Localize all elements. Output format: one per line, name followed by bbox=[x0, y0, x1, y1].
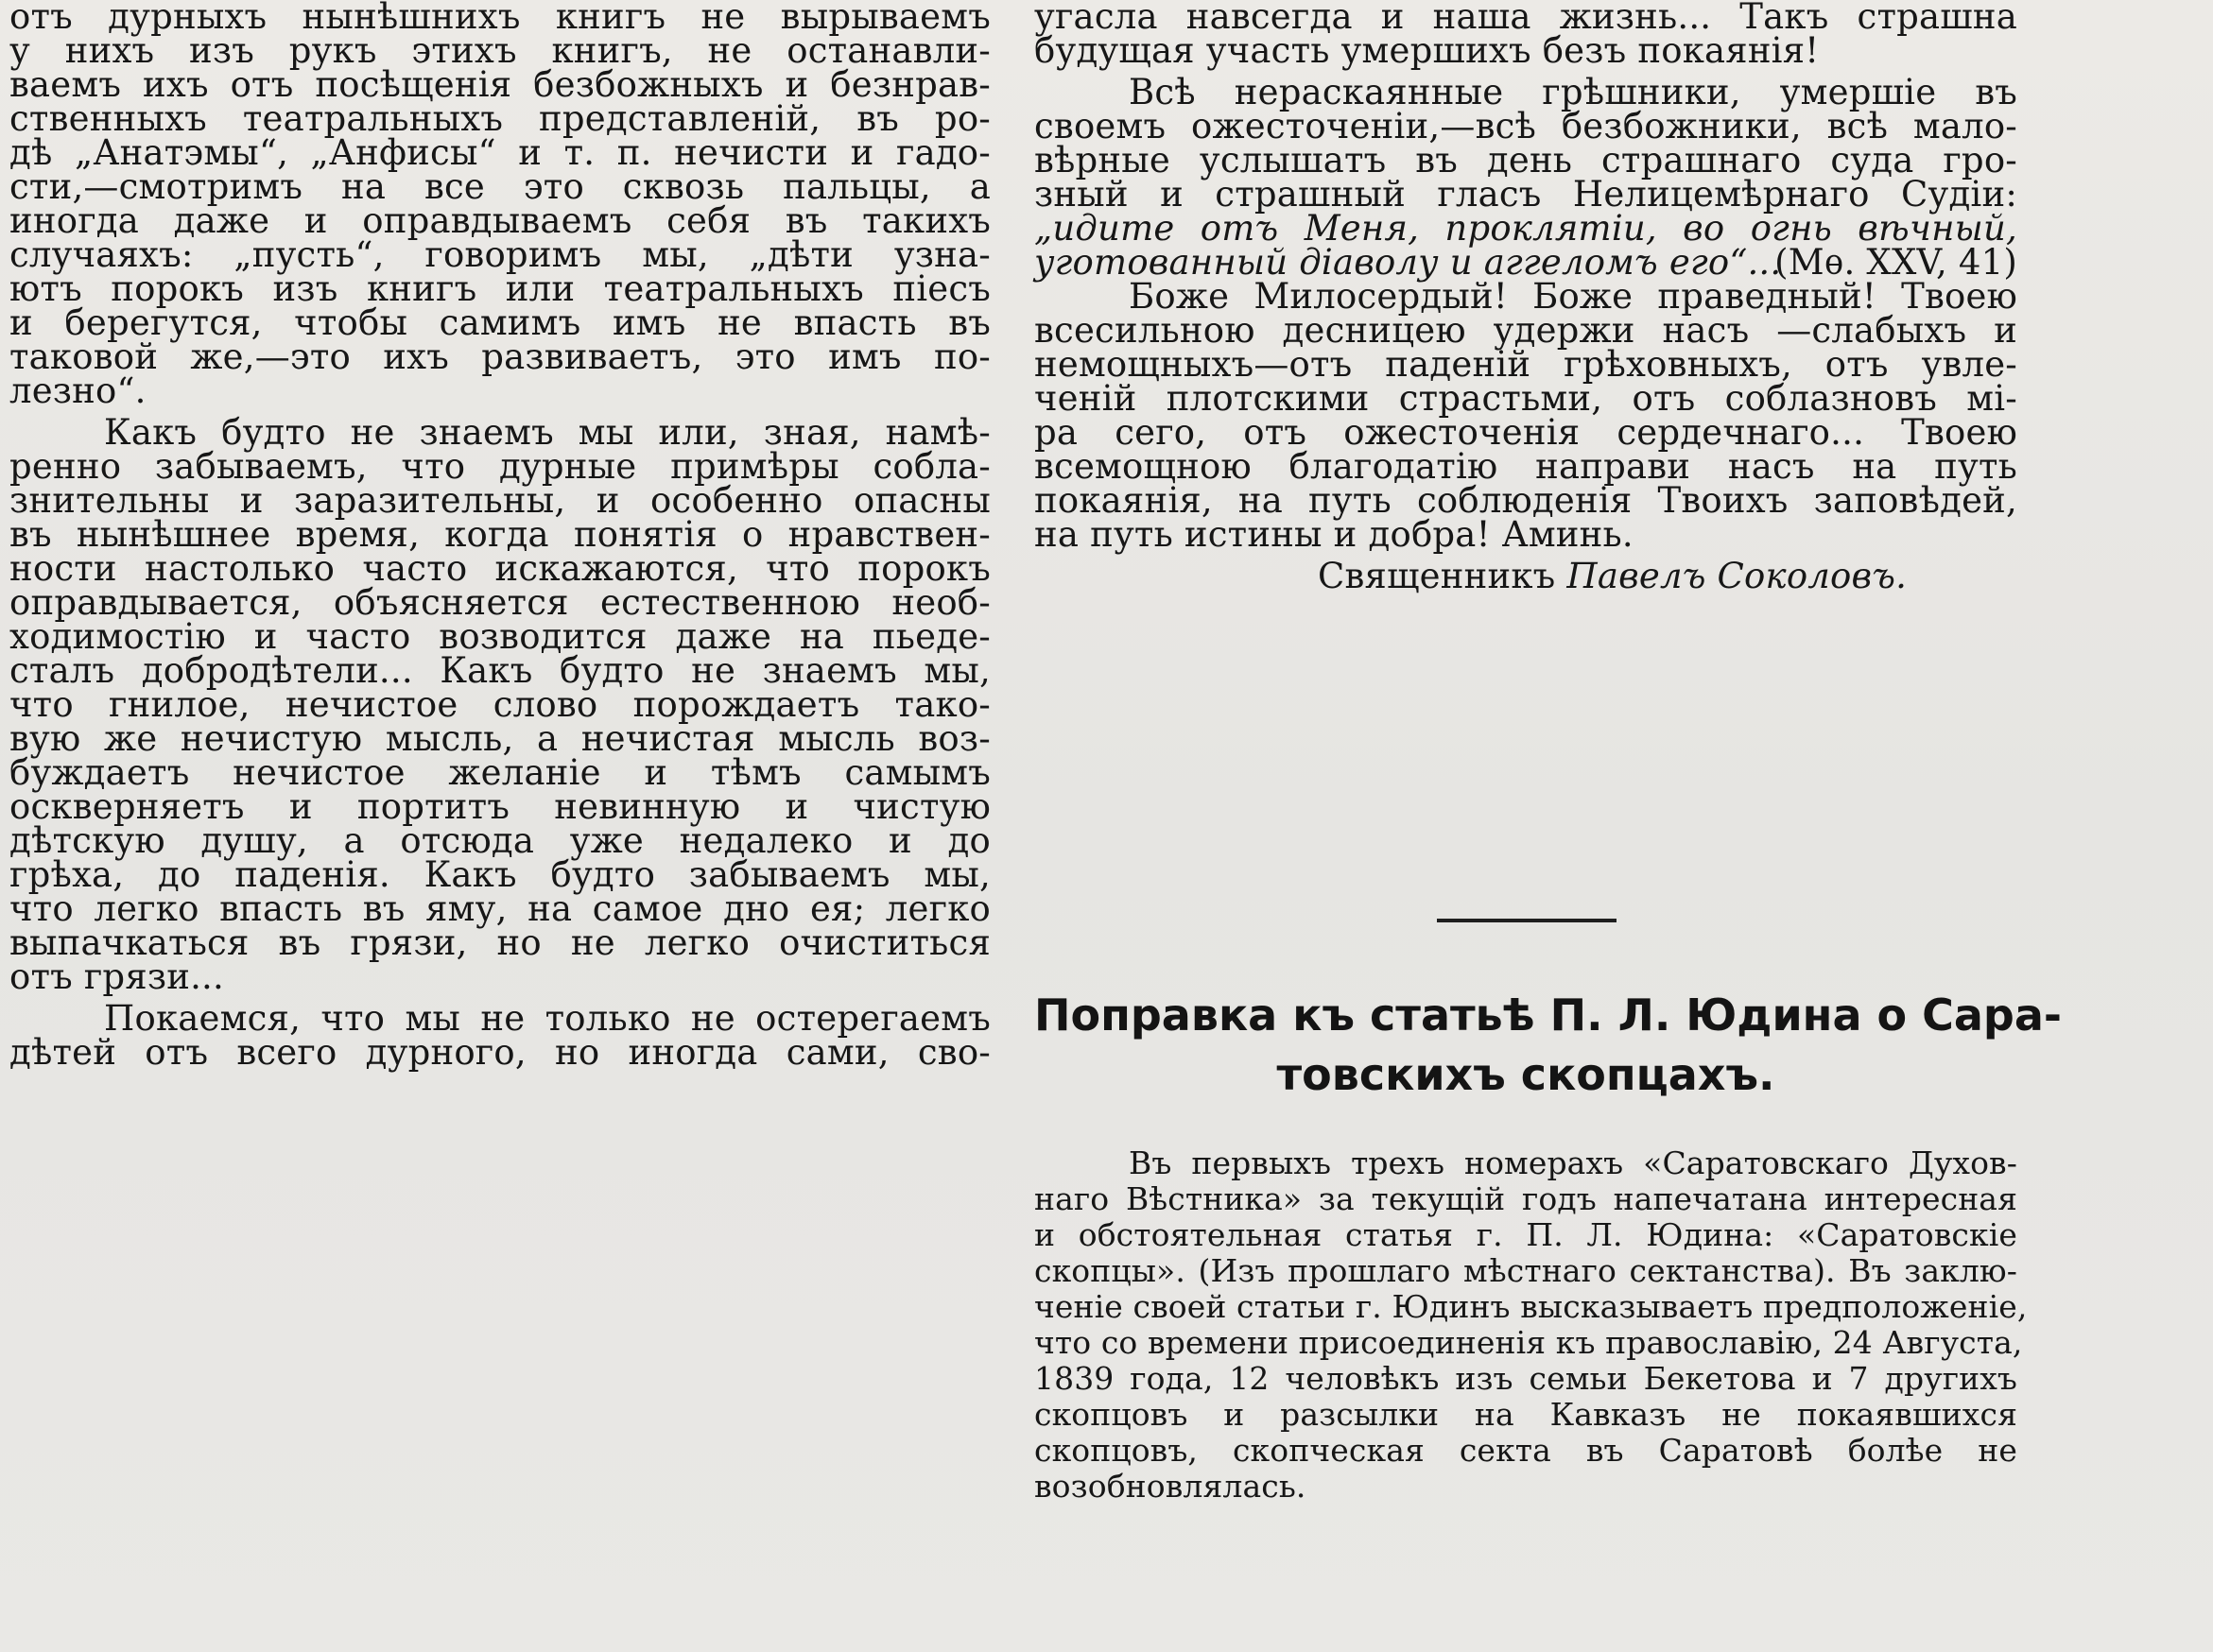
text-line: дѣ „Анатэмы“, „Анфисы“ и т. п. нечисти и гадо- bbox=[9, 132, 991, 173]
text-line: скопцовъ и разсылки на Кавказъ не покаявшихся bbox=[1034, 1396, 2017, 1433]
text-line: и берегутся, чтобы самимъ имъ не впасть въ bbox=[9, 302, 991, 343]
text-line: случаяхъ: „пусть“, говоримъ мы, „дѣти узна- bbox=[9, 234, 991, 275]
paragraph-first-line: Всѣ нераскаянные грѣшники, умершіе въ bbox=[1129, 72, 2017, 112]
text-line: у нихъ изъ рукъ этихъ книгъ, не останавли- bbox=[9, 30, 991, 71]
text-line: ченій плотскими страстьми, отъ соблазновъ мі- bbox=[1034, 378, 2017, 419]
text-line: грѣха, до паденія. Какъ будто забываемъ мы, bbox=[9, 854, 991, 895]
scripture-reference: (Мѳ. XXV, 41) bbox=[1774, 242, 2017, 283]
text-line: лезно“. bbox=[9, 370, 147, 411]
paragraph-first-line: Боже Милосердый! Боже праведный! Твоею bbox=[1129, 276, 2017, 317]
text-line: вѣрные услышатъ въ день страшнаго суда гро- bbox=[1034, 140, 2017, 181]
text-line: таковой же,—это ихъ развиваетъ, это имъ по- bbox=[9, 336, 991, 377]
text-line: буждаетъ нечистое желаніе и тѣмъ самымъ bbox=[9, 752, 991, 793]
text-line: сталъ добродѣтели... Какъ будто не знаемъ мы, bbox=[9, 650, 991, 691]
text-line: сти,—смотримъ на все это сквозь пальцы, а bbox=[9, 166, 991, 207]
text-line: немощныхъ—отъ паденій грѣховныхъ, отъ увле- bbox=[1034, 344, 2017, 385]
paragraph-first-line: Въ первыхъ трехъ номерахъ «Саратовскаго Духов- bbox=[1129, 1144, 2017, 1181]
paragraph-first-line: Покаемся, что мы не только не остерегаемъ bbox=[104, 998, 991, 1039]
text-line: что легко впасть въ яму, на самое дно ея; легко bbox=[9, 888, 991, 929]
text-line: что со времени присоединенія къ православію, 24 Августа, bbox=[1034, 1324, 2023, 1361]
article-heading-line-2: товскихъ скопцахъ. bbox=[1276, 1049, 1775, 1100]
text-line: наго Вѣстника» за текущій годъ напечатана интересная bbox=[1034, 1180, 2017, 1217]
text-line: знительны и заразительны, и особенно опасны bbox=[9, 480, 991, 521]
text-line: въ нынѣшнее время, когда понятія о нравствен- bbox=[9, 514, 991, 555]
text-line: на путь истины и добра! Аминь. bbox=[1034, 514, 1634, 555]
text-line: возобновлялась. bbox=[1034, 1468, 1306, 1505]
text-line: дѣтскую душу, а отсюда уже недалеко и до bbox=[9, 820, 991, 861]
text-line: всесильною десницею удержи насъ —слабыхъ и bbox=[1034, 310, 2017, 351]
signature-name: Павелъ Соколовъ. bbox=[1566, 556, 1908, 596]
text-line: дѣтей отъ всего дурного, но иногда сами, сво- bbox=[9, 1032, 991, 1073]
text-line: ственныхъ театральныхъ представленій, въ ро- bbox=[9, 98, 991, 139]
section-divider bbox=[1437, 919, 1617, 922]
text-line: ваемъ ихъ отъ посѣщенія безбожныхъ и безнрав- bbox=[9, 64, 991, 105]
signature bbox=[1318, 552, 1907, 601]
text-line: вую же нечистую мысль, а нечистая мысль воз- bbox=[9, 718, 991, 759]
text-line: угасла навсегда и наша жизнь... Такъ страшна bbox=[1034, 0, 2017, 37]
text-line: ходимостію и часто возводится даже на пьеде- bbox=[9, 616, 991, 657]
text-line: выпачкаться въ грязи, но не легко очиститься bbox=[9, 922, 991, 963]
text-line: 1839 года, 12 человѣкъ изъ семьи Бекетова и 7 другихъ bbox=[1034, 1360, 2017, 1397]
text-line: будущая участь умершихъ безъ покаянія! bbox=[1034, 30, 1820, 71]
text-line: ра сего, отъ ожесточенія сердечнаго... Твоею bbox=[1034, 412, 2017, 453]
text-line: покаянія, на путь соблюденія Твоихъ заповѣдей, bbox=[1034, 480, 2017, 521]
text-line: оправдывается, объясняется естественною необ- bbox=[9, 582, 991, 623]
text-line: своемъ ожесточеніи,—всѣ безбожники, всѣ мало- bbox=[1034, 106, 2017, 146]
text-line: ренно забываемъ, что дурные примѣры собла- bbox=[9, 446, 991, 487]
text-line: зный и страшный гласъ Нелицемѣрнаго Судіи: bbox=[1034, 174, 2017, 215]
signature-prefix: Священникъ bbox=[1318, 556, 1556, 596]
scripture-quote-line: уготованный діаволу и аггеломъ его“... bbox=[1034, 242, 1782, 283]
paragraph-first-line: Какъ будто не знаемъ мы или, зная, намѣ- bbox=[104, 412, 991, 453]
text-line: отъ грязи... bbox=[9, 956, 224, 997]
article-heading-line-1: Поправка къ статьѣ П. Л. Юдина о Сара- bbox=[1034, 989, 2062, 1041]
text-line: ности настолько часто искажаются, что порокъ bbox=[9, 548, 991, 589]
text-line: что гнилое, нечистое слово порождаетъ тако- bbox=[9, 684, 991, 725]
text-line: иногда даже и оправдываемъ себя въ такихъ bbox=[9, 200, 991, 241]
text-line: скопцы». (Изъ прошлаго мѣстнаго сектанства). Въ заклю- bbox=[1034, 1252, 2017, 1289]
text-line: отъ дурныхъ нынѣшнихъ книгъ не вырываемъ bbox=[9, 0, 991, 37]
text-line: ютъ порокъ изъ книгъ или театральныхъ піесъ bbox=[9, 268, 991, 309]
text-line: ченіе своей статьи г. Юдинъ высказываетъ предположеніе, bbox=[1034, 1288, 2028, 1325]
text-line: всемощною благодатію направи насъ на путь bbox=[1034, 446, 2017, 487]
text-line: и обстоятельная статья г. П. Л. Юдина: «Саратовскіе bbox=[1034, 1216, 2017, 1253]
scripture-quote-line: „идите отъ Меня, проклятіи, во огнь вѣчный, bbox=[1034, 208, 2017, 249]
text-line: оскверняетъ и портитъ невинную и чистую bbox=[9, 786, 991, 827]
text-line: скопцовъ, скопческая секта въ Саратовѣ болѣе не bbox=[1034, 1432, 2017, 1469]
